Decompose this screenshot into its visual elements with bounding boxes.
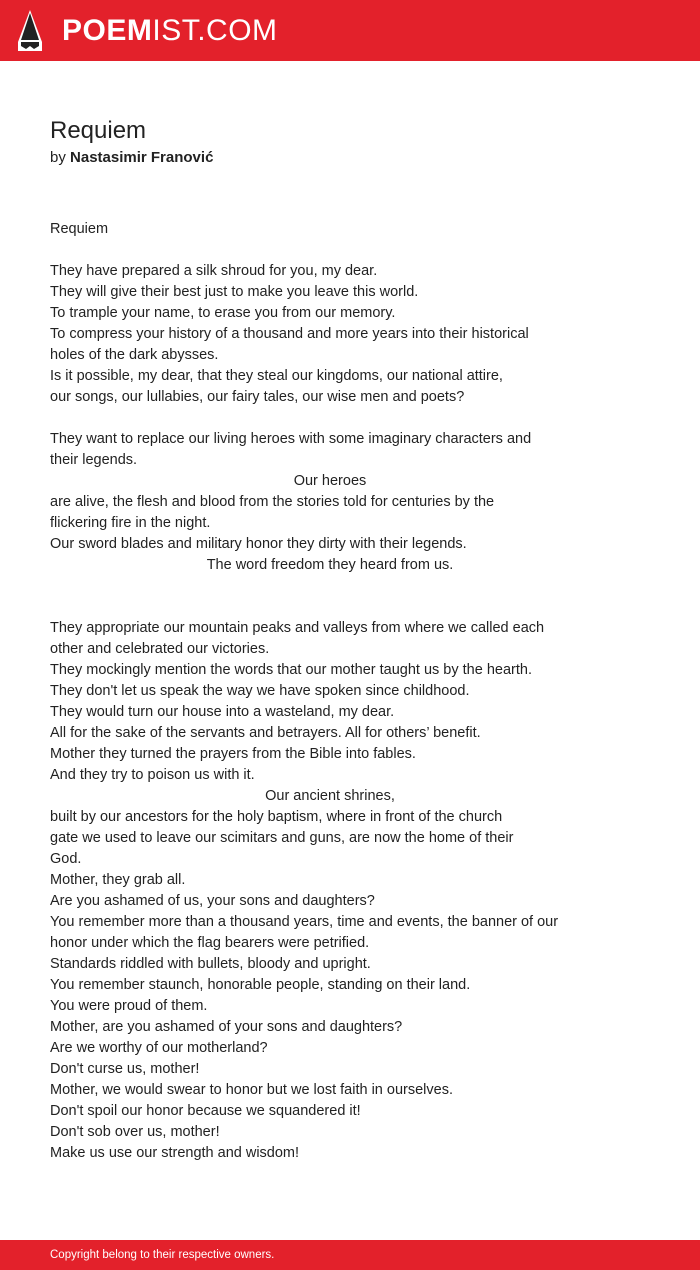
poem-line: Mother they turned the prayers from the Bible into fables.: [50, 746, 416, 762]
poem-line: built by our ancestors for the holy baptism, where in front of the church: [50, 809, 503, 825]
poem-line: They mockingly mention the words that our mother taught us by the hearth.: [50, 662, 532, 678]
poem-line: They want to replace our living heroes with some imaginary characters and: [50, 431, 532, 447]
poem-blank-line: [50, 240, 610, 261]
poem-line: flickering fire in the night.: [50, 515, 211, 531]
poem-line: God.: [50, 851, 82, 867]
poem-line: are alive, the flesh and blood from the stories told for centuries by the: [50, 494, 495, 510]
poem-line: Are you ashamed of us, your sons and daughters?: [50, 893, 375, 909]
site-logo[interactable]: [62, 13, 278, 49]
poem-line: They will give their best just to make you leave this world.: [50, 284, 419, 300]
byline: [50, 148, 213, 168]
poem-line: You remember more than a thousand years, time and events, the banner of our: [50, 914, 559, 930]
poem-line: Is it possible, my dear, that they steal our kingdoms, our national attire,: [50, 368, 503, 384]
logo-light-text: IST.COM: [152, 14, 278, 47]
poem-line: Standards riddled with bullets, bloody and upright.: [50, 956, 371, 972]
author-name[interactable]: Nastasimir Franović: [70, 149, 214, 166]
poem-line: Don't sob over us, mother!: [50, 1124, 220, 1140]
poem-title: Requiem: [50, 117, 147, 144]
poem-line: They don't let us speak the way we have spoken since childhood.: [50, 683, 470, 699]
poem-line: our songs, our lullabies, our fairy tales, our wise men and poets?: [50, 389, 465, 405]
logo-bold-text: POEM: [62, 14, 153, 47]
poem-line: gate we used to leave our scimitars and guns, are now the home of their: [50, 830, 514, 846]
by-prefix: by: [50, 149, 66, 166]
poem-line: their legends.: [50, 452, 138, 468]
poem-blank-line: [50, 576, 610, 597]
poem-body: [50, 219, 610, 1164]
poem-line: Don't spoil our honor because we squandered it!: [50, 1103, 361, 1119]
poem-line: Are we worthy of our motherland?: [50, 1040, 268, 1056]
poem-line: Our ancient shrines,: [265, 788, 395, 804]
copyright-text: Copyright belong to their respective owners.: [50, 1249, 275, 1261]
poem-line: Our heroes: [293, 473, 367, 489]
poem-line: All for the sake of the servants and betrayers. All for others’ benefit.: [50, 725, 481, 741]
poem-line: Mother, we would swear to honor but we lost faith in ourselves.: [50, 1082, 453, 1098]
poem-line: And they try to poison us with it.: [50, 767, 255, 783]
poem-line: They appropriate our mountain peaks and valleys from where we called each: [50, 620, 545, 636]
poem-line: holes of the dark abysses.: [50, 347, 219, 363]
poem-line: You remember staunch, honorable people, standing on their land.: [50, 977, 471, 993]
poem-line: Our sword blades and military honor they dirty with their legends.: [50, 536, 467, 552]
site-header: [0, 0, 700, 61]
poem-line: Requiem: [50, 221, 109, 237]
pen-nib-icon[interactable]: [17, 10, 43, 51]
poem-line: Mother, they grab all.: [50, 872, 186, 888]
poem-blank-line: [50, 408, 610, 429]
poem-line: Mother, are you ashamed of your sons and daughters?: [50, 1019, 403, 1035]
poem-line: honor under which the flag bearers were petrified.: [50, 935, 370, 951]
poem-line: To trample your name, to erase you from our memory.: [50, 305, 396, 321]
poem-line: other and celebrated our victories.: [50, 641, 270, 657]
poem-line: They would turn our house into a wasteland, my dear.: [50, 704, 395, 720]
poem-blank-line: [50, 597, 610, 618]
poem-line: The word freedom they heard from us.: [206, 557, 454, 573]
poem-line: Don't curse us, mother!: [50, 1061, 200, 1077]
poem-line: They have prepared a silk shroud for you, my dear.: [50, 263, 378, 279]
poem-line: To compress your history of a thousand and more years into their historical: [50, 326, 529, 342]
poem-line: You were proud of them.: [50, 998, 208, 1014]
poem-line: Make us use our strength and wisdom!: [50, 1145, 300, 1161]
site-footer: [0, 1240, 700, 1270]
